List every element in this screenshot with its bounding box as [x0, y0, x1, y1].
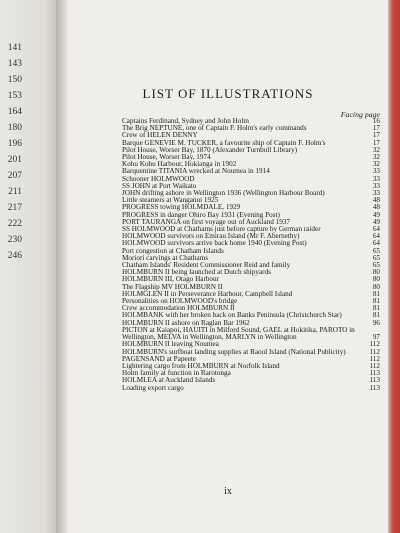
facing-page-number: 64 — [372, 239, 380, 248]
facing-page-number: 48 — [372, 203, 380, 212]
facing-page-number: 17 — [372, 138, 380, 147]
illustration-caption: Port congestion at Chatham Islands — [122, 246, 224, 255]
left-page-number: 222 — [7, 219, 22, 229]
left-page-numbers — [0, 40, 22, 264]
facing-page-number: 33 — [372, 167, 380, 176]
left-page-number: 164 — [7, 107, 22, 117]
left-page-number: 246 — [7, 251, 22, 261]
page-folio: ix — [224, 486, 232, 497]
illustration-caption: SS JOHN at Port Waikato — [122, 181, 197, 190]
illustration-caption: HOLMBURN III, Otago Harbour — [122, 275, 220, 284]
left-page-number: 217 — [7, 203, 22, 213]
left-page-number: 141 — [7, 43, 22, 53]
left-page — [0, 0, 56, 533]
facing-page-number: 112 — [369, 347, 380, 356]
facing-page-number: 81 — [372, 311, 380, 320]
facing-page-number: 33 — [372, 189, 380, 198]
illustration-caption: SS HOLMWOOD at Chathams just before capture by German raider — [122, 225, 321, 234]
facing-page-number: 80 — [372, 282, 380, 291]
facing-page-number: 113 — [369, 376, 380, 385]
illustration-caption: Crew of HELEN DENNY — [122, 131, 198, 140]
facing-page-number: 81 — [372, 297, 380, 306]
illustration-caption: Crew accommodation HOLMBURN II — [122, 304, 235, 313]
facing-page-number: 33 — [372, 181, 380, 190]
illustration-caption: HOLMWOOD survivors arrive back home 1940 (Evening Post) — [122, 239, 307, 248]
illustration-caption: HOLMBURN II ashore on Raglan Bar 1962 — [122, 318, 250, 327]
facing-page-number: 32 — [372, 145, 380, 154]
book-gutter — [56, 0, 68, 533]
illustration-caption: Moriori carvings at Chathams — [122, 253, 209, 262]
illustration-caption: Schooner HOLMWOOD — [122, 174, 195, 183]
facing-page-number: 16 — [372, 117, 380, 125]
left-page-number: 211 — [8, 187, 22, 197]
facing-page-number: 48 — [372, 196, 380, 205]
facing-page-number: 81 — [372, 304, 380, 313]
illustration-caption: Chatham Islands' Resident Commissioner Reid and family — [122, 261, 291, 270]
left-page-number: 150 — [7, 75, 22, 85]
left-page-number: 207 — [7, 171, 22, 181]
facing-page-number: 49 — [372, 217, 380, 226]
illustration-caption: Barque GENEVIE M. TUCKER, a favourite ship of Captain F. Holm's — [122, 138, 326, 147]
illustration-caption: PORT TAURANGA on first voyage out of Auckland 1937 — [122, 217, 291, 226]
facing-page-number: 65 — [372, 261, 380, 270]
facing-page-number: 49 — [372, 210, 380, 219]
illustration-caption: HOLMGLEN II in Perseverance Harbour, Campbell Island — [122, 289, 293, 298]
facing-page-number: 112 — [369, 361, 380, 370]
facing-page-number: 96 — [372, 318, 380, 327]
illustration-caption: HOLMBANK with her broken back on Banks Peninsula (Christchurch Star) — [122, 311, 342, 320]
facing-page-number: 112 — [369, 354, 380, 363]
left-page-number: 180 — [7, 123, 22, 133]
facing-page-number: 80 — [372, 268, 380, 277]
illustration-caption: Holm family at function in Rarotonga — [122, 369, 231, 378]
facing-page-number: 32 — [372, 160, 380, 169]
list-item — [122, 327, 380, 341]
facing-page-number: 97 — [372, 333, 380, 342]
illustration-caption: Captains Ferdinand, Sydney and John Holm — [122, 117, 249, 125]
illustration-caption: PICTON at Kaiapoi, HAUITI in Milford Sound, GAEL at Hokitika, PAROTO in Wellington, MELVA in Wellington, MARLYN in Wellington — [122, 325, 355, 342]
left-page-number: 230 — [7, 235, 22, 245]
left-page-number: 143 — [7, 59, 22, 69]
facing-page-number: 33 — [372, 174, 380, 183]
illustration-caption: PAGENSAND at Papeete — [122, 354, 196, 363]
illustration-caption: Personalities on HOLMWOOD's bridge — [122, 297, 238, 306]
book-cover-edge — [388, 0, 400, 533]
facing-page-number: 81 — [372, 289, 380, 298]
illustration-caption: PROGRESS towing HOLMDALE, 1929 — [122, 203, 241, 212]
illustration-caption: Little steamers at Wanganui 1925 — [122, 196, 219, 205]
facing-page-number: 64 — [372, 232, 380, 241]
illustration-caption: Lightering cargo from HOLMBURN at Norfolk Island — [122, 361, 280, 370]
illustration-caption: HOLMWOOD survivors on Emirau Island (Mr F. Abernethy) — [122, 232, 300, 241]
illustration-caption: Pilot House, Worser Bay, 1870 (Alexander Turnbull Library) — [122, 145, 298, 154]
facing-page-number: 113 — [369, 383, 380, 392]
illustration-caption: Pilot House, Worser Bay, 1974 — [122, 153, 211, 162]
facing-page-label: Facing page — [340, 110, 380, 119]
illustration-caption: The Flagship MV HOLMBURN II — [122, 282, 223, 291]
facing-page-number: 112 — [369, 340, 380, 349]
left-page-number: 196 — [7, 139, 22, 149]
illustration-caption: PROGRESS in danger Ohiro Bay 1931 (Evening Post) — [122, 210, 280, 219]
illustration-caption: JOHN drifting ashore in Wellington 1936 (Wellington Harbour Board) — [122, 189, 325, 198]
illustrations-list — [122, 118, 380, 392]
facing-page-number: 17 — [372, 124, 380, 133]
illustration-caption: The Brig NEPTUNE, one of Captain F. Holm's early commands — [122, 124, 307, 133]
illustration-caption: HOLMBURN's surfboat landing supplies at Raoul Island (National Publicity) — [122, 347, 346, 356]
illustration-caption: Loading export cargo — [122, 383, 184, 392]
illustration-caption: Kohu Kohu Harbour, Hokianga in 1902 — [122, 160, 237, 169]
illustration-caption: HOLMBURN II leaving Noumea — [122, 340, 219, 349]
list-item — [122, 385, 380, 392]
facing-page-number: 32 — [372, 153, 380, 162]
facing-page-number: 65 — [372, 246, 380, 255]
illustration-caption: HOLMBURN II being launched at Dutch shipyards — [122, 268, 271, 277]
facing-page-number: 65 — [372, 253, 380, 262]
facing-page-number: 17 — [372, 131, 380, 140]
left-page-number: 201 — [7, 155, 22, 165]
facing-page-number: 64 — [372, 225, 380, 234]
facing-page-number: 80 — [372, 275, 380, 284]
illustration-caption: HOLMLEA at Auckland Islands — [122, 376, 216, 385]
page-title: LIST OF ILLUSTRATIONS — [142, 86, 314, 101]
facing-page-number: 113 — [369, 369, 380, 378]
illustration-caption: Barquentine TITANIA wrecked at Noumea in 1914 — [122, 167, 270, 176]
left-page-number: 153 — [7, 91, 22, 101]
